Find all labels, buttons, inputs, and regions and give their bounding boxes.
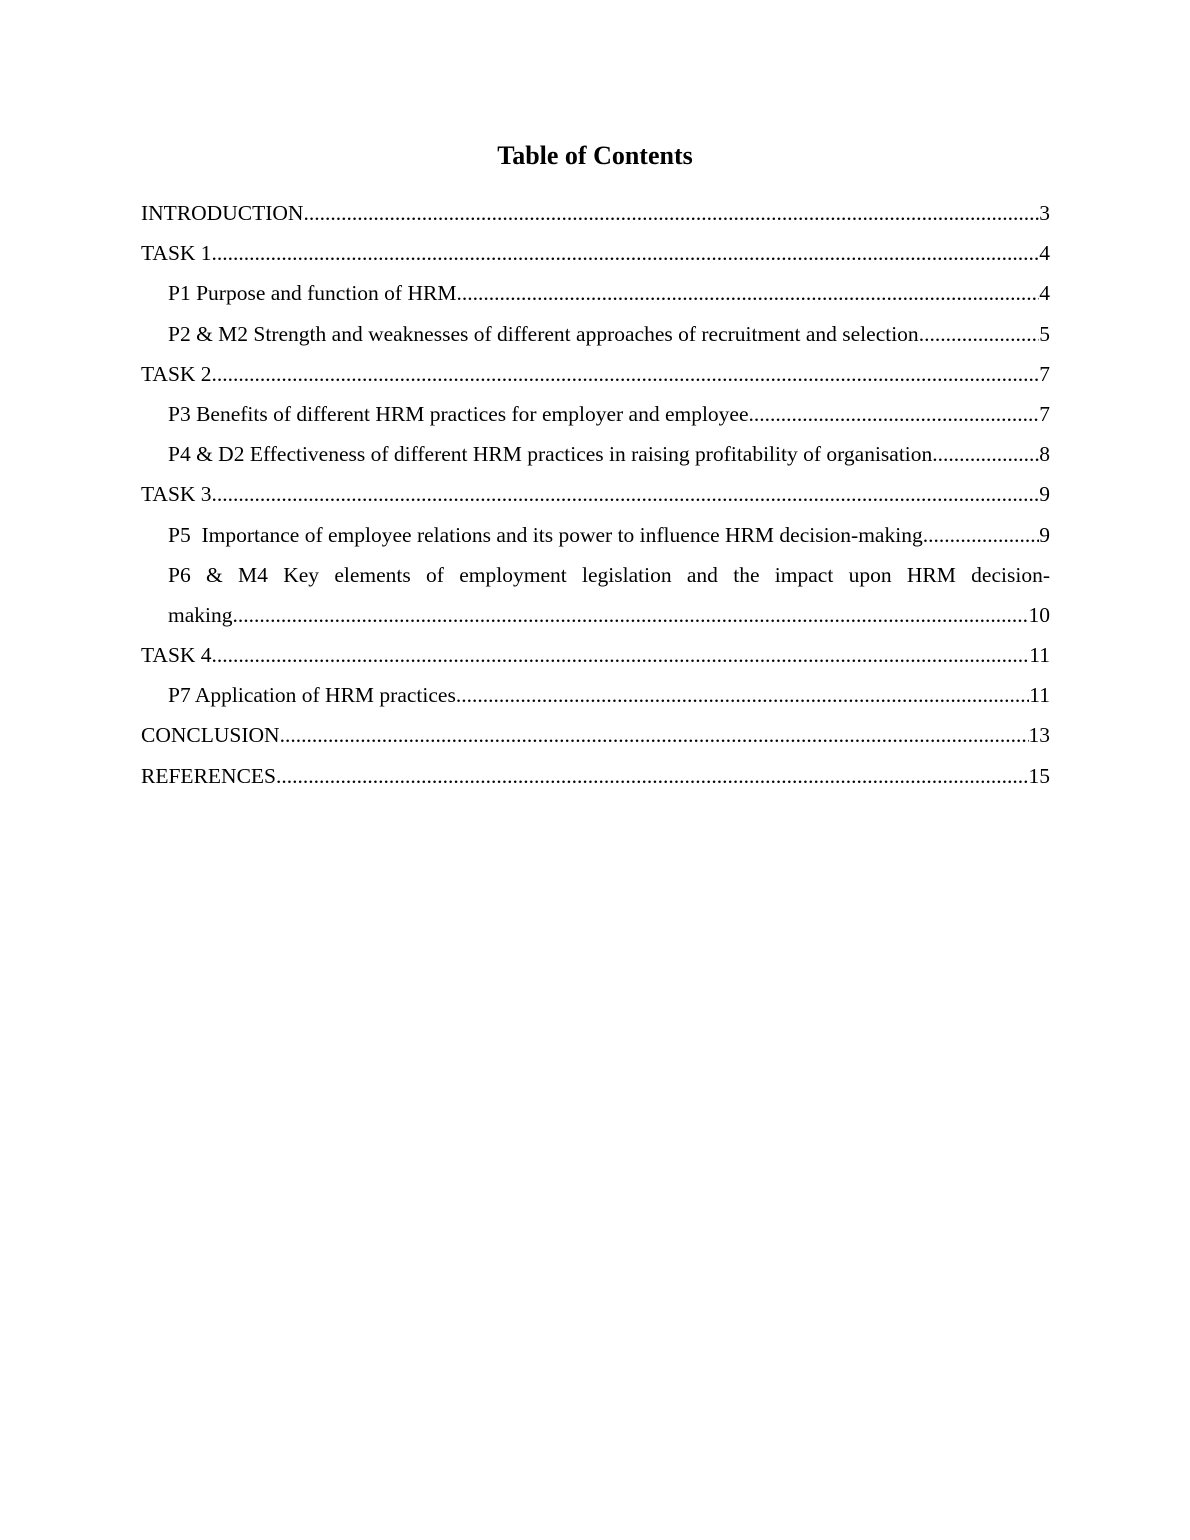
toc-dot-leader bbox=[456, 273, 1039, 313]
toc-entry-label: CONCLUSION bbox=[141, 723, 280, 748]
toc-entry-task-1[interactable] bbox=[141, 233, 1050, 273]
toc-entry-label: TASK 1 bbox=[141, 241, 212, 266]
toc-dot-leader bbox=[749, 394, 1040, 434]
toc-page-number: 15 bbox=[1028, 763, 1050, 788]
toc-page-number: 4 bbox=[1039, 281, 1050, 306]
toc-entry-p6-m4[interactable] bbox=[141, 555, 1050, 635]
toc-entry-label: P2 & M2 Strength and weaknesses of different approaches of recruitment and selection bbox=[168, 321, 919, 346]
toc-entry-p2-m2[interactable] bbox=[141, 314, 1050, 354]
toc-page-number: 3 bbox=[1039, 201, 1050, 225]
toc-dot-leader bbox=[932, 434, 1039, 474]
toc-dot-leader bbox=[280, 715, 1029, 755]
toc-entry-label-line1: P6 & M4 Key elements of employment legislation and the impact upon HRM decision- bbox=[168, 562, 1050, 587]
toc-entry-label: TASK 3 bbox=[141, 482, 212, 507]
toc-dot-leader bbox=[212, 635, 1030, 675]
toc-page-number: 5 bbox=[1039, 321, 1050, 346]
toc-entry-label: P1 Purpose and function of HRM bbox=[168, 281, 457, 306]
toc-entry-label: TASK 4 bbox=[141, 643, 212, 668]
toc-entry-label-line2: making bbox=[168, 602, 233, 627]
toc-dot-leader bbox=[919, 314, 1040, 354]
toc-dot-leader bbox=[212, 354, 1040, 394]
toc-list bbox=[141, 193, 1050, 796]
toc-entry-conclusion[interactable] bbox=[141, 715, 1050, 755]
toc-entry-label: P4 & D2 Effectiveness of different HRM practices in raising profitability of organisation bbox=[168, 442, 933, 467]
toc-entry-label: P7 Application of HRM practices bbox=[168, 683, 456, 708]
toc-dot-leader bbox=[212, 474, 1040, 514]
toc-entry-p1[interactable] bbox=[141, 273, 1050, 313]
toc-entry-p4-d2[interactable] bbox=[141, 434, 1050, 474]
toc-page-number: 11 bbox=[1029, 643, 1050, 668]
toc-entry-references[interactable] bbox=[141, 756, 1050, 796]
toc-entry-label: INTRODUCTION bbox=[141, 201, 304, 225]
toc-entry-p7[interactable] bbox=[141, 675, 1050, 715]
toc-dot-leader bbox=[923, 515, 1040, 555]
toc-dot-leader bbox=[212, 233, 1040, 273]
toc-entry-introduction[interactable] bbox=[141, 193, 1050, 233]
toc-page-number: 11 bbox=[1029, 683, 1050, 708]
toc-entry-task-2[interactable] bbox=[141, 354, 1050, 394]
toc-entry-label: P5 Importance of employee relations and its power to influence HRM decision-making bbox=[168, 522, 923, 547]
toc-entry-label: REFERENCES bbox=[141, 763, 276, 788]
toc-dot-leader bbox=[456, 675, 1029, 715]
toc-page-number: 4 bbox=[1039, 241, 1050, 266]
toc-entry-line2 bbox=[168, 595, 1050, 635]
toc-page-number: 9 bbox=[1039, 522, 1050, 547]
toc-entry-task-3[interactable] bbox=[141, 474, 1050, 514]
toc-page-number: 7 bbox=[1039, 361, 1050, 386]
toc-title: Table of Contents bbox=[497, 141, 693, 170]
toc-entry-task-4[interactable] bbox=[141, 635, 1050, 675]
toc-page-number: 10 bbox=[1028, 602, 1050, 627]
toc-dot-leader bbox=[303, 193, 1039, 233]
toc-entry-label: P3 Benefits of different HRM practices for employer and employee bbox=[168, 401, 749, 426]
toc-dot-leader bbox=[276, 756, 1029, 796]
toc-page-number: 8 bbox=[1039, 442, 1050, 467]
toc-entry-p5[interactable] bbox=[141, 515, 1050, 555]
toc-entry-p3[interactable] bbox=[141, 394, 1050, 434]
toc-page-number: 13 bbox=[1028, 723, 1050, 748]
toc-page-number: 9 bbox=[1039, 482, 1050, 507]
toc-page-number: 7 bbox=[1039, 401, 1050, 426]
toc-dot-leader bbox=[233, 595, 1029, 635]
toc-entry-label: TASK 2 bbox=[141, 361, 212, 386]
